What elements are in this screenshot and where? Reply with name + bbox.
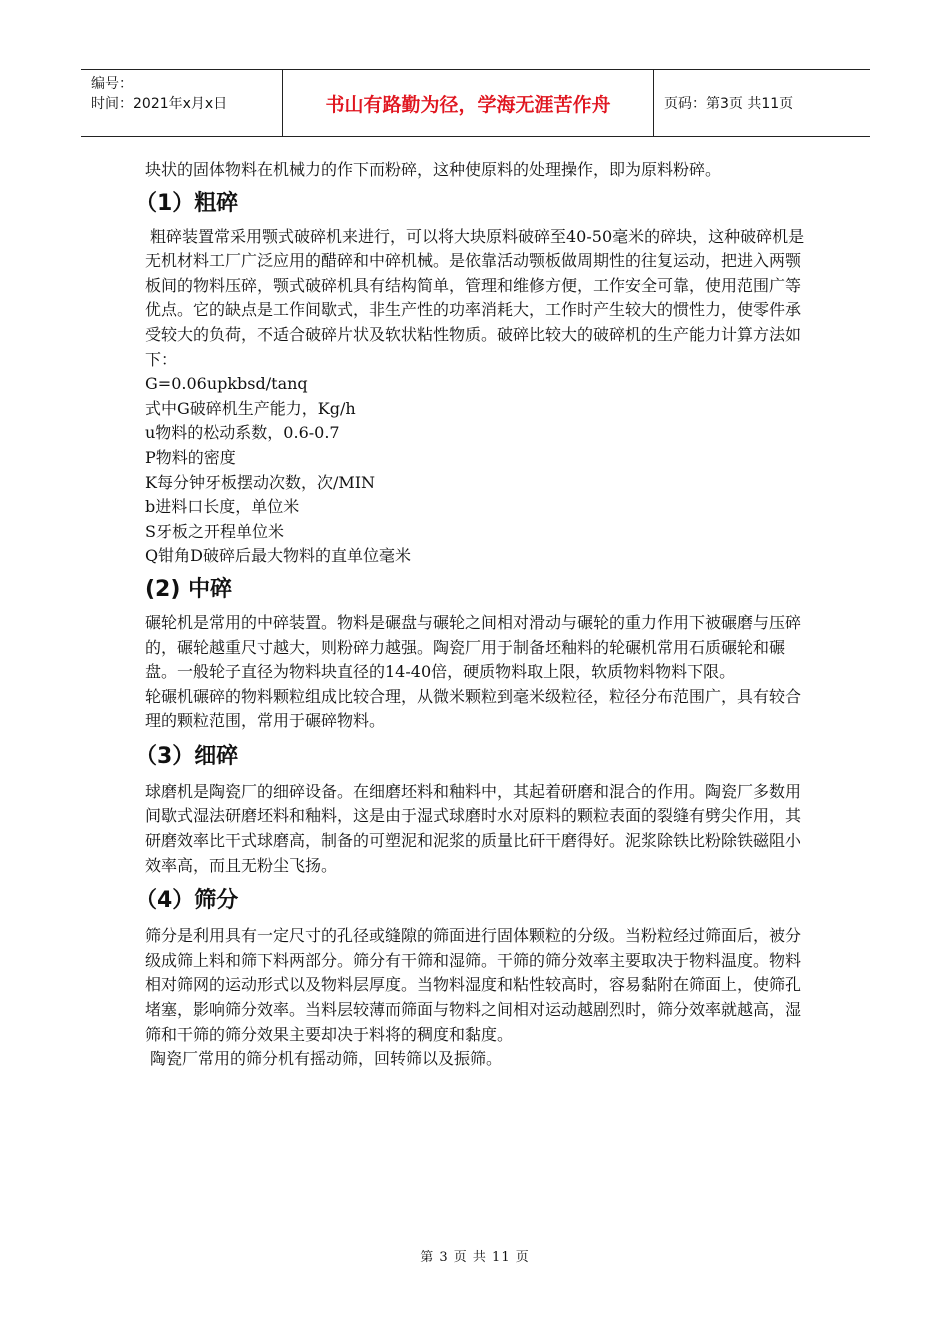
- document-date: 时间：2021年x月x日: [91, 96, 228, 112]
- section-heading-screening: （4）筛分: [135, 888, 239, 914]
- header-motto-cell: [283, 70, 654, 136]
- header-motto: 书山有路勤为径，学海无涯苦作舟: [325, 93, 611, 116]
- page-footer: 第 3 页 共 11 页: [420, 1250, 530, 1265]
- document-body: [135, 158, 811, 1072]
- header-page-info: 页码：第3页 共11页: [664, 96, 794, 112]
- fine-crushing-paragraph: 球磨机是陶瓷厂的细碎设备。在细磨坯料和釉料中，其起着研磨和混合的作用。陶瓷厂多数用间歇式湿法研磨坯料和釉料，这是由于湿式球磨时水对原料的颗粒表面的裂缝有劈尖作用，其研磨效率比干式球磨高，制备的可塑泥和泥浆的质量比矸干磨得好。泥浆除铁比粉除铁磁阻小效率高，而且无粉尘飞扬。: [145, 781, 802, 875]
- intro-paragraph: 块状的固体物料在机械力的作下而粉碎，这种使原料的处理操作，即为原料粉碎。: [145, 160, 722, 179]
- screening-paragraph: 筛分是利用具有一定尺寸的孔径或缝隙的筛面进行固体颗粒的分级。当粉粒经过筛面后，被分级成筛上料和筛下料两部分。筛分有干筛和湿筛。干筛的筛分效率主要取决于物料温度。物料相对筛网的运动形式以及物料层厚度。当物料湿度和粘性较高时，容易黏附在筛面上，使筛孔堵塞，影响筛分效率。当料层较薄而筛面与物料之间相对运动越剧烈时，筛分效率就越高，湿筛和干筛的筛分效果主要却决于料将的稠度和黏度。: [145, 926, 802, 1044]
- header-page-cell: [654, 70, 870, 136]
- formula-variable: Q钳角D破碎后最大物料的直单位毫米: [145, 546, 411, 566]
- formula-variable: S牙板之开程单位米: [145, 521, 284, 541]
- formula-variable: u物料的松动系数，0.6-0.7: [145, 423, 340, 443]
- section-heading-coarse-crushing: （1）粗碎: [135, 190, 239, 216]
- coarse-crushing-paragraph: 粗碎装置常采用颚式破碎机来进行，可以将大块原料破碎至40-50毫米的碎块，这种破碎机是无机材料工厂广泛应用的醋碎和中碎机械。是依靠活动颚板做周期性的往复运动，把进入两颚板间的物料压碎，颚式破碎机具有结构简单，管理和维修方便，工作安全可靠，使用范围广等优点。它的缺点是工作间歇式，非生产性的功率消耗大，工作时产生较大的惯性力，使零件承受较大的负荷，不适合破碎片状及软状粘性物质。破碎比较大的破碎机的生产能力计算方法如下：: [145, 226, 805, 369]
- document-number-label: 编号：: [91, 76, 133, 92]
- medium-crushing-paragraph: 轮碾机碾碎的物料颗粒组成比较合理，从微米颗粒到毫米级粒径，粒径分布范围广，具有较合理的颗粒范围，常用于碾碎物料。: [145, 686, 802, 731]
- medium-crushing-paragraph: 碾轮机是常用的中碎装置。物料是碾盘与碾轮之间相对滑动与碾轮的重力作用下被碾磨与压碎的，碾轮越重尺寸越大，则粉碎力越强。陶瓷厂用于制备坯釉料的轮碾机常用石质碾轮和碾盘。一般轮子直径为物料块直径的14-40倍，硬质物料取上限，软质物料物料下限。: [145, 612, 802, 682]
- formula-variable: K每分钟牙板摆动次数，次/MIN: [145, 472, 376, 492]
- formula-line: G=0.06upkbsd/tanq: [145, 374, 308, 394]
- formula-variable: 式中G破碎机生产能力，Kg/h: [145, 398, 356, 418]
- formula-variable: P物料的密度: [145, 447, 236, 467]
- page-header: [81, 69, 870, 137]
- screening-paragraph: 陶瓷厂常用的筛分机有摇动筛，回转筛以及振筛。: [150, 1049, 503, 1069]
- section-heading-fine-crushing: （3）细碎: [135, 743, 239, 769]
- section-heading-medium-crushing: (2) 中碎: [145, 576, 233, 602]
- formula-variable: b进料口长度，单位米: [145, 497, 300, 517]
- header-meta-cell: [81, 70, 283, 136]
